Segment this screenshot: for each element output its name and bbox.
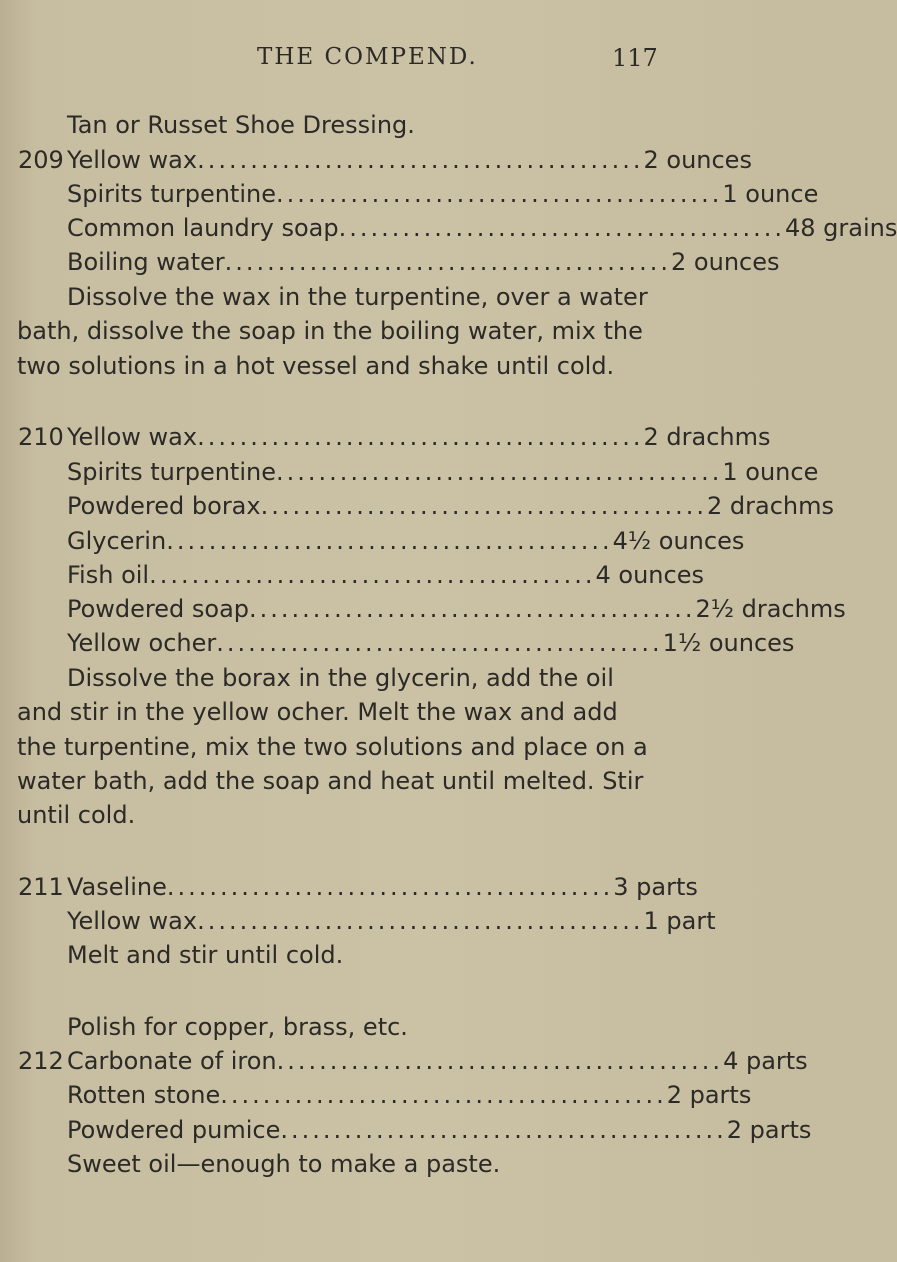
ingredient-amount: 1 ounce bbox=[722, 180, 819, 208]
section-heading: Tan or Russet Shoe Dressing. bbox=[67, 111, 415, 139]
recipe-line bbox=[18, 904, 716, 938]
recipe-line bbox=[18, 177, 819, 211]
recipe-number: 211 bbox=[18, 873, 64, 901]
directions-line: Sweet oil—enough to make a paste. bbox=[67, 1150, 501, 1178]
directions-line: two solutions in a hot vessel and shake until cold. bbox=[17, 352, 615, 380]
recipe-line bbox=[18, 420, 771, 454]
recipe-line bbox=[18, 592, 846, 626]
recipe-number: 210 bbox=[18, 423, 64, 451]
recipe-line bbox=[18, 1113, 812, 1147]
ingredient-name: Yellow wax bbox=[67, 907, 198, 935]
dot-leader: .......................................... bbox=[197, 146, 644, 174]
ingredient-name: Yellow ocher bbox=[67, 629, 217, 657]
directions-line: and stir in the yellow ocher. Melt the wax and add bbox=[17, 698, 618, 726]
dot-leader: .......................................... bbox=[275, 180, 723, 208]
dot-leader: .......................................... bbox=[166, 873, 614, 901]
recipe-line bbox=[18, 1044, 808, 1078]
recipe-line bbox=[18, 245, 780, 279]
ingredient-name: Vaseline bbox=[67, 873, 167, 901]
ingredient-name: Yellow wax bbox=[67, 423, 198, 451]
dot-leader: .......................................... bbox=[280, 1116, 727, 1144]
directions-line: the turpentine, mix the two solutions and place on a bbox=[17, 733, 648, 761]
section-heading: Polish for copper, brass, etc. bbox=[67, 1013, 408, 1041]
ingredient-name: Powdered pumice bbox=[67, 1116, 281, 1144]
directions-line: bath, dissolve the soap in the boiling water, mix the bbox=[17, 317, 643, 345]
ingredient-amount: 4 ounces bbox=[595, 561, 704, 589]
ingredient-amount: 2 parts bbox=[666, 1081, 752, 1109]
ingredient-amount: 4 parts bbox=[723, 1047, 808, 1075]
ingredient-amount: 4½ ounces bbox=[612, 527, 745, 555]
dot-leader: .......................................... bbox=[197, 907, 644, 935]
directions-line: Dissolve the wax in the turpentine, over a water bbox=[67, 283, 648, 311]
directions-line: until cold. bbox=[17, 801, 136, 829]
dot-leader: .......................................... bbox=[275, 458, 723, 486]
ingredient-amount: 2 drachms bbox=[643, 423, 771, 451]
ingredient-amount: 48 grains bbox=[785, 214, 897, 242]
ingredient-name: Powdered soap bbox=[67, 595, 250, 623]
ingredient-name: Boiling water bbox=[67, 248, 225, 276]
recipe-line bbox=[18, 1078, 752, 1112]
ingredient-amount: 1½ ounces bbox=[662, 629, 795, 657]
recipe-line bbox=[18, 455, 819, 489]
ingredient-name: Yellow wax bbox=[67, 146, 198, 174]
ingredient-amount: 2 ounces bbox=[671, 248, 780, 276]
recipe-line bbox=[18, 870, 698, 904]
ingredient-amount: 2½ drachms bbox=[695, 595, 846, 623]
dot-leader: .......................................... bbox=[220, 1081, 667, 1109]
ingredient-name: Fish oil bbox=[67, 561, 150, 589]
ingredient-name: Spirits turpentine bbox=[67, 180, 276, 208]
dot-leader: .......................................... bbox=[260, 492, 708, 520]
recipe-line bbox=[18, 524, 745, 558]
recipe-line bbox=[18, 143, 752, 177]
ingredient-name: Rotten stone bbox=[67, 1081, 221, 1109]
ingredient-name: Powdered borax bbox=[67, 492, 261, 520]
ingredient-name: Carbonate of iron bbox=[67, 1047, 277, 1075]
dot-leader: .......................................... bbox=[338, 214, 786, 242]
page-number: 117 bbox=[612, 44, 658, 72]
ingredient-name: Spirits turpentine bbox=[67, 458, 276, 486]
recipe-number: 212 bbox=[18, 1047, 64, 1075]
dot-leader: .......................................... bbox=[224, 248, 672, 276]
dot-leader: .......................................... bbox=[249, 595, 696, 623]
dot-leader: .......................................... bbox=[149, 561, 596, 589]
recipe-line bbox=[18, 489, 835, 523]
ingredient-amount: 1 part bbox=[643, 907, 716, 935]
ingredient-name: Common laundry soap bbox=[67, 214, 339, 242]
directions-line: water bath, add the soap and heat until melted. Stir bbox=[17, 767, 644, 795]
recipe-number: 209 bbox=[18, 146, 64, 174]
recipe-line bbox=[18, 626, 795, 660]
ingredient-amount: 3 parts bbox=[613, 873, 698, 901]
ingredient-amount: 2 ounces bbox=[643, 146, 752, 174]
directions-line: Dissolve the borax in the glycerin, add the oil bbox=[67, 664, 614, 692]
dot-leader: .......................................... bbox=[166, 527, 613, 555]
dot-leader: .......................................... bbox=[216, 629, 663, 657]
dot-leader: .......................................... bbox=[197, 423, 644, 451]
recipe-line bbox=[18, 211, 897, 245]
running-title: THE COMPEND. bbox=[257, 44, 478, 70]
ingredient-amount: 2 drachms bbox=[707, 492, 835, 520]
directions-line: Melt and stir until cold. bbox=[67, 941, 344, 969]
ingredient-amount: 2 parts bbox=[726, 1116, 812, 1144]
ingredient-name: Glycerin bbox=[67, 527, 167, 555]
ingredient-amount: 1 ounce bbox=[722, 458, 819, 486]
page-header bbox=[0, 44, 800, 78]
recipe-line bbox=[18, 558, 704, 592]
dot-leader: .......................................... bbox=[276, 1047, 724, 1075]
